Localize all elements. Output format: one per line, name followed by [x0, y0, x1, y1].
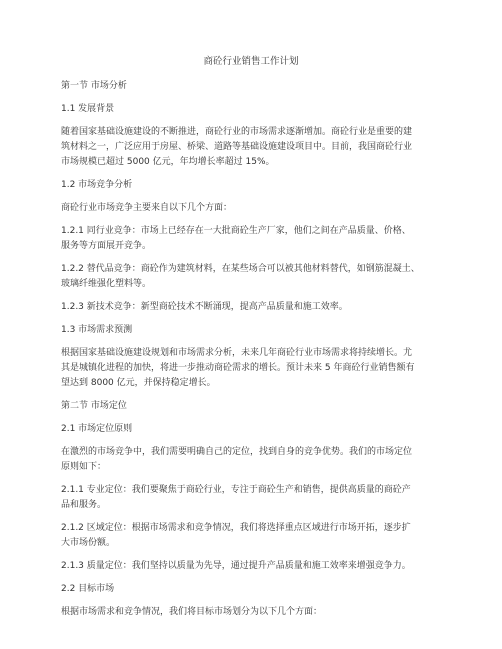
section-heading-2: 第二节 市场定位	[61, 401, 127, 411]
paragraph-line: 大市场份额。	[61, 538, 116, 548]
paragraph-line: 服务等方面展开竞争。	[61, 241, 152, 251]
paragraph-line: 1.2.3 新技术竞争：新型商砼技术不断涌现，提高产品质量和施工效率。	[61, 302, 348, 312]
paragraph-line: 其是城镇化进程的加快，将进一步推动商砼需求的增长。预计未来 5 年商砼行业销售额有	[61, 363, 415, 373]
paragraph-line: 2.1.1 专业定位：我们要聚焦于商砼行业，专注于商砼生产和销售，提供高质量的商砼产	[61, 485, 411, 495]
section-heading-1: 第一节 市场分析	[61, 81, 127, 91]
document-title: 商砼行业销售工作计划	[203, 56, 299, 67]
subsection-heading-1-2: 1.2 市场竞争分析	[61, 180, 133, 190]
paragraph-line: 2.1.2 区域定位：根据市场需求和竞争情况，我们将选择重点区域进行市场开拓，逐步扩	[61, 523, 411, 533]
paragraph-line: 根据国家基础设施建设规划和市场需求分析，未来几年商砼行业市场需求将持续增长。尤	[61, 348, 413, 358]
paragraph-line: 筑材料之一，广泛应用于房屋、桥梁、道路等基础设施建设项目中。目前，我国商砼行业	[61, 142, 413, 152]
paragraph-line: 商砼行业市场竞争主要来自以下几个方面：	[61, 203, 233, 213]
subsection-heading-2-1: 2.1 市场定位原则	[61, 424, 133, 434]
paragraph-line: 根据市场需求和竞争情况，我们将目标市场划分为以下几个方面：	[61, 607, 323, 617]
subsection-heading-2-2: 2.2 目标市场	[61, 584, 115, 594]
paragraph-line: 市场规模已超过 5000 亿元，年均增长率超过 15%。	[61, 157, 275, 167]
paragraph-line: 在激烈的市场竞争中，我们需要明确自己的定位，找到自身的竞争优势。我们的市场定位	[61, 447, 413, 457]
paragraph-line: 2.1.3 质量定位：我们坚持以质量为先导，通过提升产品质量和施工效率来增强竞争力。	[61, 561, 411, 571]
paragraph-line: 随着国家基础设施建设的不断推进，商砼行业的市场需求逐渐增加。商砼行业是重要的建	[61, 127, 413, 137]
subsection-heading-1-1: 1.1 发展背景	[61, 104, 115, 114]
subsection-heading-1-3: 1.3 市场需求预测	[61, 325, 133, 335]
paragraph-line: 1.2.2 替代品竞争：商砼作为建筑材料，在某些场合可以被其他材料替代，如钢筋混凝土、	[61, 264, 420, 274]
paragraph-line: 望达到 8000 亿元，并保持稳定增长。	[61, 378, 216, 388]
paragraph-line: 1.2.1 同行业竞争：市场上已经存在一大批商砼生产厂家，他们之间在产品质量、价格、	[61, 226, 411, 236]
paragraph-line: 品和服务。	[61, 500, 107, 510]
paragraph-line: 玻璃纤维强化塑料等。	[61, 279, 152, 289]
paragraph-line: 原则如下：	[61, 462, 107, 472]
